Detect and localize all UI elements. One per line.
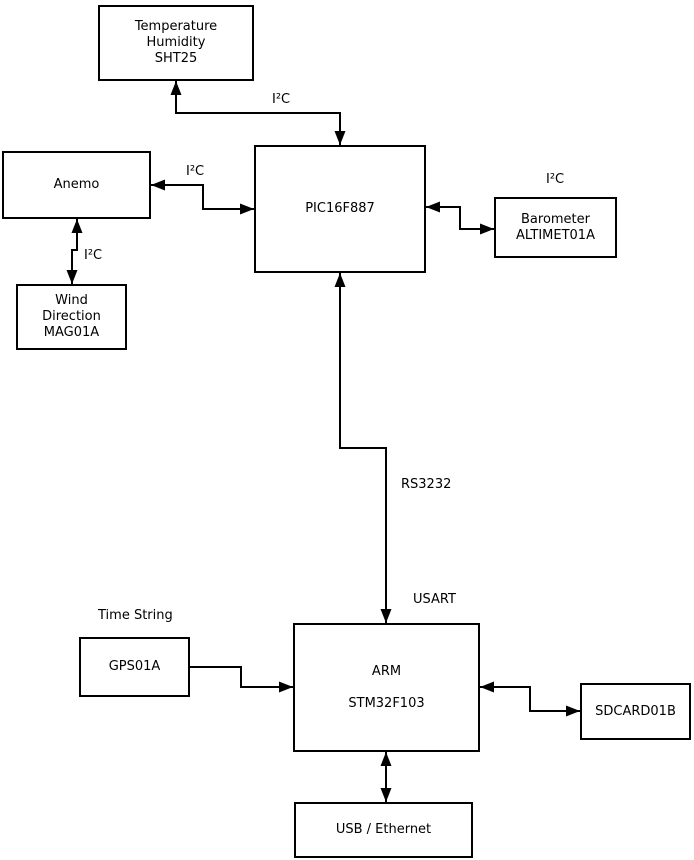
node-sdcard01b (580, 683, 691, 740)
node-label: USB / Ethernet (335, 822, 432, 837)
edge-label-time-string: Time String (98, 608, 173, 623)
edge-label-i2c-barometer: I²C (546, 172, 565, 187)
node-temperature-humidity-sht25 (98, 5, 254, 81)
node-label: ARM (371, 663, 402, 679)
node-label: ALTIMET01A (516, 227, 595, 243)
connector-anemo-pic (151, 185, 254, 209)
node-label: SHT25 (154, 51, 198, 66)
connector-gps-arm (190, 667, 293, 687)
node-pic16f887 (254, 145, 426, 273)
node-label: Temperature (134, 19, 218, 34)
node-anemo (2, 151, 151, 219)
node-label: STM32F103 (348, 695, 425, 711)
connector-pic-arm (340, 273, 386, 623)
node-barometer-altimet01a (494, 197, 617, 258)
node-label: Anemo (53, 177, 100, 192)
node-label: SDCARD01B (595, 703, 676, 719)
edge-label-rs3232: RS3232 (401, 477, 452, 492)
node-wind-direction-mag01a (16, 284, 127, 350)
connector-anemo-wind (72, 219, 77, 284)
node-label: PIC16F887 (305, 201, 375, 216)
node-arm-stm32f103 (293, 623, 480, 752)
edge-label-i2c-anemo: I²C (186, 164, 205, 179)
node-label: Wind (55, 293, 88, 308)
node-label: Barometer (521, 211, 590, 227)
edge-label-usart: USART (413, 592, 456, 607)
connector-temperature-pic (176, 81, 340, 145)
node-usb-ethernet (294, 802, 473, 858)
edge-label-i2c-temperature: I²C (272, 92, 291, 107)
node-label: GPS01A (108, 659, 161, 674)
node-label: Humidity (146, 35, 206, 50)
node-gps01a (79, 637, 190, 697)
node-label: MAG01A (43, 325, 100, 340)
node-label: Direction (42, 309, 101, 324)
connector-arm-sdcard (480, 687, 580, 711)
edge-label-i2c-wind: I²C (84, 248, 103, 263)
connector-pic-barometer (426, 207, 494, 229)
